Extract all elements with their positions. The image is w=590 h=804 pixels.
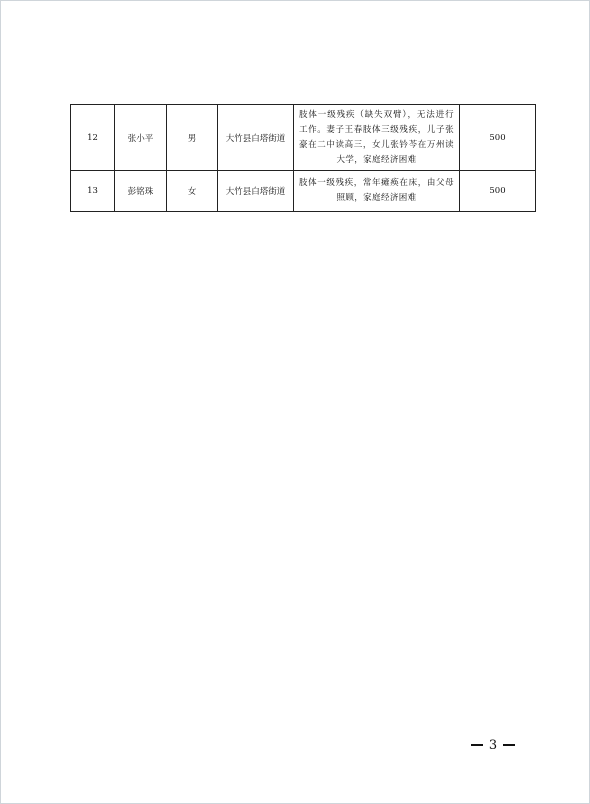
cell-address: 大竹县白塔街道 bbox=[218, 171, 294, 212]
table-row bbox=[71, 105, 536, 171]
cell-situation: 肢体一级残疾，常年瘫痪在床，由父母照顾，家庭经济困难 bbox=[294, 171, 460, 212]
cell-gender: 男 bbox=[167, 105, 218, 171]
cell-amount: 500 bbox=[460, 171, 536, 212]
cell-name: 张小平 bbox=[115, 105, 167, 171]
cell-name: 彭铭珠 bbox=[115, 171, 167, 212]
cell-no: 12 bbox=[71, 105, 115, 171]
dash-right bbox=[503, 744, 515, 746]
cell-amount: 500 bbox=[460, 105, 536, 171]
page-number bbox=[463, 735, 523, 755]
table-row bbox=[71, 171, 536, 212]
cell-address: 大竹县白塔街道 bbox=[218, 105, 294, 171]
page-number-value: 3 bbox=[488, 737, 498, 753]
aid-recipients-table bbox=[70, 104, 536, 212]
cell-no: 13 bbox=[71, 171, 115, 212]
cell-gender: 女 bbox=[167, 171, 218, 212]
dash-left bbox=[471, 744, 483, 746]
cell-situation: 肢体一级残疾（缺失双臂），无法进行工作。妻子王春肢体三级残疾，儿子张豪在二中读高三，女儿张钤芩在万州读大学，家庭经济困难 bbox=[294, 105, 460, 171]
